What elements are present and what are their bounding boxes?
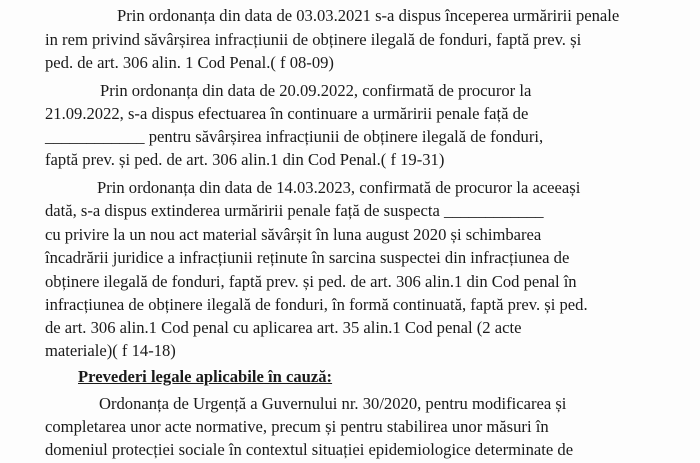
paragraph-3-line-1: Prin ordonanța din data de 14.03.2023, confirmată de procuror la aceeași <box>97 178 581 197</box>
paragraph-3-line-6: infracțiunea de obținere ilegală de fonduri, în formă continuată, faptă prev. și ped. <box>45 295 588 314</box>
paragraph-2-line-3: ____________ pentru săvârșirea infracțiunii de obținere ilegală de fonduri, <box>45 127 544 146</box>
paragraph-1-line-2: in rem privind săvârșirea infracțiunii de obținere ilegală de fonduri, faptă prev. și <box>45 30 582 49</box>
section-heading: Prevederi legale aplicabile în cauză: <box>78 367 333 386</box>
paragraph-2-line-4: faptă prev. și ped. de art. 306 alin.1 din Cod Penal.( f 19-31) <box>45 150 445 169</box>
paragraph-2-line-2: 21.09.2022, s-a dispus efectuarea în continuare a urmăririi penale față de <box>45 104 529 123</box>
paragraph-1-line-3: ped. de art. 306 alin. 1 Cod Penal.( f 08-09) <box>45 53 334 72</box>
paragraph-3-line-2: dată, s-a dispus extinderea urmăririi penale față de suspecta ____________ <box>45 201 544 220</box>
paragraph-3-line-7: de art. 306 alin.1 Cod penal cu aplicarea art. 35 alin.1 Cod penal (2 acte <box>45 318 522 337</box>
paragraph-1-line-1: Prin ordonanța din data de 03.03.2021 s-a dispus începerea urmăririi penale <box>117 6 620 25</box>
paragraph-4-line-1: Ordonanța de Urgență a Guvernului nr. 30/2020, pentru modificarea și <box>99 394 567 413</box>
paragraph-2-line-1: Prin ordonanța din data de 20.09.2022, confirmată de procuror la <box>100 81 532 100</box>
paragraph-3-line-4: încadrării juridice a infracțiunii reținute în sarcina suspectei din infracțiunea de <box>45 248 570 267</box>
paragraph-4-line-2: completarea unor acte normative, precum și pentru stabilirea unor măsuri în <box>45 417 549 436</box>
paragraph-3-line-3: cu privire la un nou act material săvârșit în luna august 2020 și schimbarea <box>45 225 542 244</box>
paragraph-4-line-3: domeniul protecției sociale în contextul situației epidemiologice determinate de <box>45 440 574 459</box>
paragraph-3-line-5: obținere ilegală de fonduri, faptă prev. și ped. de art. 306 alin.1 din Cod penal în <box>45 272 577 291</box>
paragraph-3-line-8: materiale)( f 14-18) <box>45 341 176 360</box>
